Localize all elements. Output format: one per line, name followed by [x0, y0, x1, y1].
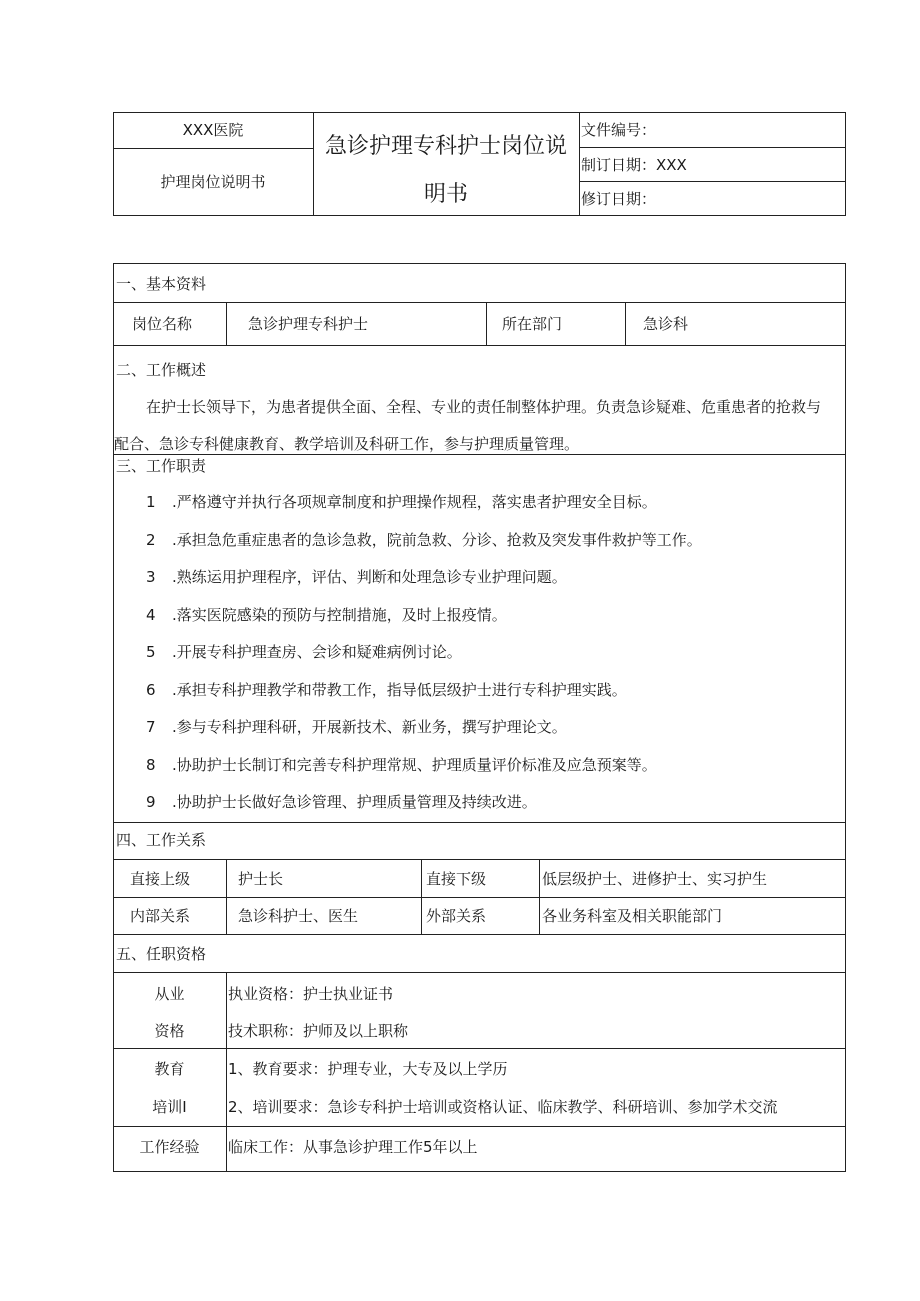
- post-name-value: 急诊护理专科护士: [248, 315, 369, 333]
- duty-number: 2: [146, 531, 156, 549]
- duty-number: 5: [146, 643, 156, 661]
- duty-number: 7: [146, 718, 156, 736]
- duty-number: 4: [146, 606, 156, 624]
- section-qualifications-heading: 五、任职资格: [116, 945, 207, 963]
- duty-text: .参与专科护理科研，开展新技术、新业务，撰写护理论文。: [172, 718, 567, 736]
- duty-number: 1: [146, 493, 156, 511]
- department-value: 急诊科: [643, 315, 689, 333]
- post-name-label: 岗位名称: [132, 315, 193, 333]
- section-basic-heading: 一、基本资料: [116, 275, 207, 293]
- department-label: 所在部门: [502, 315, 563, 333]
- practice-label-2: 资格: [154, 1022, 185, 1040]
- doc-title-line1: 急诊护理专科护士岗位说: [324, 134, 567, 159]
- hospital-name: XXX医院: [182, 121, 244, 139]
- duty-text: .协助护士长做好急诊管理、护理质量管理及持续改进。: [172, 793, 537, 811]
- internal-label: 内部关系: [130, 907, 191, 925]
- duty-number: 8: [146, 756, 156, 774]
- internal-value: 急诊科护士、医生: [238, 907, 359, 925]
- overview-line-2: 配合、急诊专科健康教育、教学培训及科研工作，参与护理质量管理。: [114, 435, 580, 453]
- practice-label-1: 从业: [154, 985, 185, 1003]
- duty-number: 6: [146, 681, 156, 699]
- made-date: 制订日期：XXX: [581, 156, 687, 174]
- revision-date: 修订日期：: [581, 190, 657, 208]
- superior-value: 护士长: [238, 870, 284, 888]
- superior-label: 直接上级: [130, 870, 191, 888]
- experience-label: 工作经验: [139, 1138, 200, 1156]
- duty-number: 3: [146, 568, 156, 586]
- practice-line-1: 执业资格：护士执业证书: [228, 985, 394, 1003]
- external-value: 各业务科室及相关职能部门: [542, 907, 723, 925]
- section-duties-heading: 三、工作职责: [116, 457, 207, 475]
- duty-text: .严格遵守并执行各项规章制度和护理操作规程，落实患者护理安全目标。: [172, 493, 657, 511]
- doc-title-line2: 明书: [423, 182, 468, 207]
- doc-number: 文件编号：: [581, 121, 657, 139]
- practice-line-2: 技术职称：护师及以上职称: [228, 1022, 409, 1040]
- education-label-1: 教育: [154, 1060, 185, 1078]
- experience-value: 临床工作：从事急诊护理工作5年以上: [228, 1138, 478, 1156]
- education-label-2: 培训Ⅰ: [152, 1098, 187, 1116]
- duty-text: .开展专科护理查房、会诊和疑难病例讨论。: [172, 643, 462, 661]
- book-title: 护理岗位说明书: [160, 173, 266, 191]
- duty-number: 9: [146, 793, 156, 811]
- subordinate-label: 直接下级: [426, 870, 487, 888]
- subordinate-value: 低层级护士、进修护士、实习护生: [542, 870, 768, 888]
- duty-text: .熟练运用护理程序，评估、判断和处理急诊专业护理问题。: [172, 568, 567, 586]
- duty-text: .承担专科护理教学和带教工作，指导低层级护士进行专科护理实践。: [172, 681, 627, 699]
- duty-text: .协助护士长制订和完善专科护理常规、护理质量评价标准及应急预案等。: [172, 756, 657, 774]
- education-line-1: 1、教育要求：护理专业，大专及以上学历: [228, 1060, 508, 1078]
- overview-line-1: 在护士长领导下，为患者提供全面、全程、专业的责任制整体护理。负责急诊疑难、危重患者的抢救与: [146, 398, 822, 416]
- external-label: 外部关系: [426, 907, 487, 925]
- duty-text: .落实医院感染的预防与控制措施，及时上报疫情。: [172, 606, 507, 624]
- section-overview-heading: 二、工作概述: [116, 361, 207, 379]
- training-line-2: 2、培训要求：急诊专科护士培训或资格认证、临床教学、科研培训、参加学术交流: [228, 1098, 778, 1116]
- duty-text: .承担急危重症患者的急诊急救，院前急救、分诊、抢救及突发事件救护等工作。: [172, 531, 702, 549]
- section-relations-heading: 四、工作关系: [116, 831, 207, 849]
